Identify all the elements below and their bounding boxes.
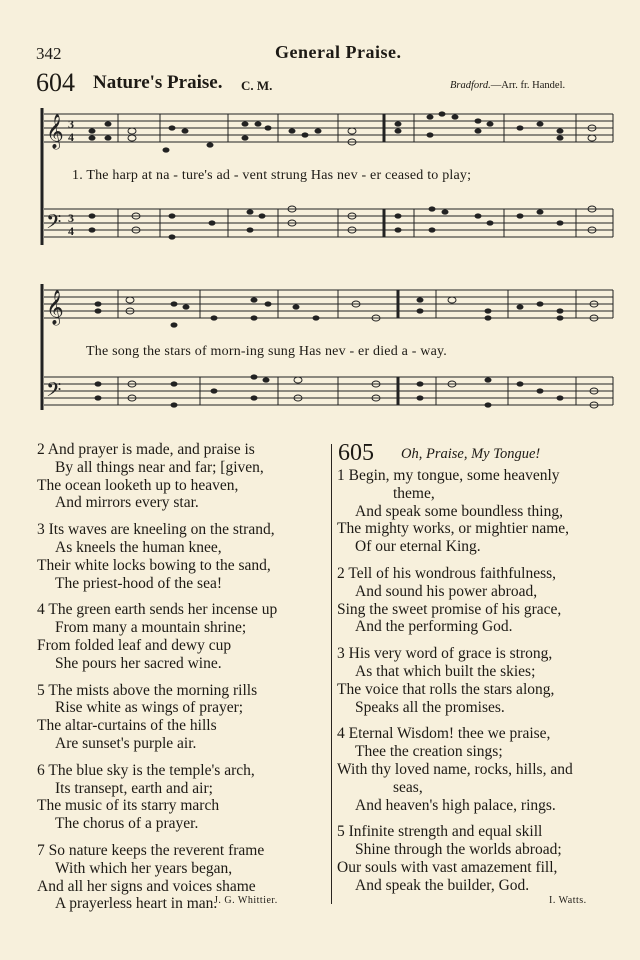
time-sig-1: 3 <box>68 117 74 131</box>
author-604: J. G. Whittier. <box>214 895 278 906</box>
stanza-line: As that which built the skies; <box>355 662 536 680</box>
stanza-line: The chorus of a prayer. <box>55 815 199 833</box>
stanza-3 <box>37 521 277 592</box>
stanza-line: 1 Begin, my tongue, some heavenly <box>337 467 560 484</box>
stanza-line: 6 The blue sky is the temple's arch, <box>37 761 255 779</box>
stanza-line: And heaven's high palace, rings. <box>355 796 556 814</box>
stanza-1 <box>337 467 573 556</box>
page-number: 342 <box>36 44 62 63</box>
stanza-line: 5 The mists above the morning rills <box>37 681 258 699</box>
hymn-605-stanzas <box>337 467 573 904</box>
stanza-line: And speak the builder, God. <box>355 876 530 894</box>
bass-clef-2: 𝄢 <box>46 380 62 406</box>
stanza-line: And the performing God. <box>355 618 513 636</box>
stanza-5 <box>37 682 277 753</box>
stanza-line: With which her years began, <box>55 859 233 877</box>
stanza-line: And speak some boundless thing, <box>355 502 563 520</box>
stanza-line: Thee the creation sings; <box>355 743 503 761</box>
stanza-line: With thy loved name, rocks, hills, and <box>337 760 573 778</box>
stanza-line: And all her signs and voices shame <box>37 877 256 895</box>
stanza-line: And mirrors every star. <box>55 494 199 512</box>
treble-notes-1 <box>89 111 597 152</box>
tune-arranger: —Arr. fr. Handel. <box>490 80 566 91</box>
stanza-line: Speaks all the promises. <box>355 698 505 716</box>
treble-clef-2: 𝄞 <box>46 291 64 324</box>
stanza-line: Are sunset's purple air. <box>55 734 197 752</box>
stanza-5 <box>337 823 573 894</box>
lyrics-line-1: 1. The harp at na - ture's ad - vent strung Has nev - er ceased to play; <box>72 168 472 183</box>
stanza-line: The priest-hood of the sea! <box>55 574 222 592</box>
lyrics-line-2: The song the stars of morn-ing sung Has nev - er died a - way. <box>86 344 448 359</box>
stanza-4 <box>337 725 573 814</box>
bass-staff-1 <box>44 209 613 237</box>
stanza-4 <box>37 601 277 672</box>
stanza-2 <box>337 565 573 636</box>
stanza-line: Its transept, earth and air; <box>55 779 213 797</box>
svg-text:4: 4 <box>68 130 74 144</box>
stanza-line: Their white locks bowing to the sand, <box>37 556 271 574</box>
tune-composer: Bradford. <box>450 80 491 91</box>
stanza-line: The ocean looketh up to heaven, <box>37 476 239 494</box>
hymn-number-604: 604 <box>36 68 75 97</box>
stanza-line: 7 So nature keeps the reverent frame <box>37 841 265 859</box>
stanza-line: Of our eternal King. <box>355 538 481 556</box>
stanza-line: 2 And prayer is made, and praise is <box>37 441 255 458</box>
stanza-line: The voice that rolls the stars along, <box>337 680 555 698</box>
stanza-line: 4 Eternal Wisdom! thee we praise, <box>337 725 551 743</box>
stanza-line: Shine through the worlds abroad; <box>355 841 562 859</box>
running-head: General Praise. <box>275 42 402 62</box>
stanza-line: The altar-curtains of the hills <box>37 717 217 735</box>
meter: C. M. <box>241 78 273 93</box>
stanza-line: seas, <box>393 778 423 796</box>
stanza-line: 3 Its waves are kneeling on the strand, <box>37 521 275 539</box>
hymn-title-605: Oh, Praise, My Tongue! <box>401 446 541 462</box>
hymn-title-604: Nature's Praise. <box>93 72 223 93</box>
stanza-line: As kneels the human knee, <box>55 538 222 556</box>
stanza-line: 2 Tell of his wondrous faithfulness, <box>337 564 557 582</box>
treble-notes-2 <box>95 297 599 328</box>
stanza-line: The music of its starry march <box>37 797 220 815</box>
stanza-3 <box>337 645 573 716</box>
svg-text:3: 3 <box>68 211 74 225</box>
stanza-line: 4 The green earth sends her incense up <box>37 601 278 619</box>
stanza-line: Our souls with vast amazement fill, <box>337 858 558 876</box>
treble-clef-1: 𝄞 <box>46 115 64 148</box>
stanza-line: Rise white as wings of prayer; <box>55 699 244 717</box>
stanza-line: A prayerless heart in man. <box>55 895 218 913</box>
stanza-line: 3 His very word of grace is strong, <box>337 645 553 663</box>
stanza-6 <box>37 762 277 833</box>
stanza-line: From many a mountain shrine; <box>55 619 247 637</box>
stanza-line: Sing the sweet promise of his grace, <box>337 600 562 618</box>
svg-text:4: 4 <box>68 224 74 238</box>
stanza-line: The mighty works, or mightier name, <box>337 520 570 538</box>
hymn-604-stanzas <box>37 441 277 922</box>
stanza-line: By all things near and far; [given, <box>55 458 264 476</box>
author-605: I. Watts. <box>549 895 587 906</box>
stanza-2 <box>37 441 277 512</box>
stanza-line: And sound his power abroad, <box>355 582 538 600</box>
stanza-line: 5 Infinite strength and equal skill <box>337 823 543 841</box>
bass-clef-1: 𝄢 <box>46 212 62 238</box>
music-notation <box>0 0 640 430</box>
stanza-line: From folded leaf and dewy cup <box>37 636 232 654</box>
hymn-number-605: 605 <box>338 440 374 466</box>
column-divider <box>331 444 332 904</box>
stanza-line: theme, <box>393 484 435 502</box>
stanza-line: She pours her sacred wine. <box>55 654 222 672</box>
